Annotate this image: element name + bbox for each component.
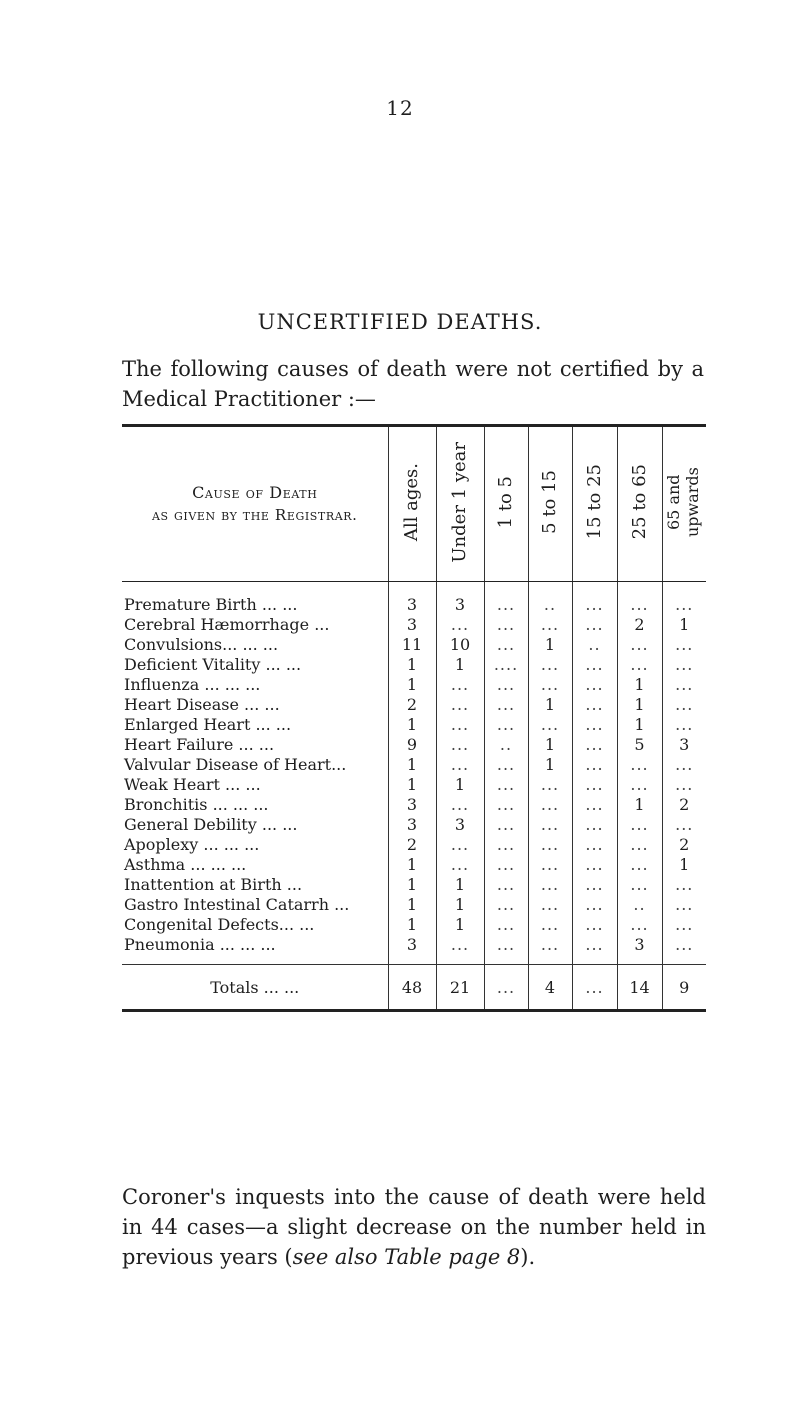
age-header-15-to-25: 15 to 25 [572, 426, 617, 582]
count-cell-1-to-5: .... [484, 654, 528, 674]
count-cell-1-to-5: ... [484, 614, 528, 634]
count-cell-5-to-15: ... [528, 774, 572, 794]
count-cell-under-1: 3 [436, 814, 484, 834]
cause-cell: Valvular Disease of Heart... [124, 754, 347, 774]
count-cell-all-ages: 1 [388, 674, 436, 694]
count-cell-65-upwards: ... [662, 814, 706, 834]
page-number: 12 [386, 96, 414, 120]
count-cell-5-to-15: 1 [528, 734, 572, 754]
count-cell-15-to-25: ... [572, 654, 617, 674]
count-cell-5-to-15: ... [528, 714, 572, 734]
count-cell-all-ages: 3 [388, 614, 436, 634]
count-cell-1-to-5: .. [484, 734, 528, 754]
count-cell-15-to-25: .. [572, 634, 617, 654]
count-cell-1-to-5: ... [484, 634, 528, 654]
count-cell-under-1: ... [436, 754, 484, 774]
cause-cell: Gastro Intestinal Catarrh ... [124, 894, 350, 914]
cause-cell: Apoplexy ... ... ... [124, 834, 260, 854]
table-row [122, 914, 706, 934]
count-cell-25-to-65: 1 [617, 694, 662, 714]
count-cell-all-ages: 1 [388, 914, 436, 934]
cause-column-header [122, 426, 388, 582]
count-cell-under-1: 1 [436, 894, 484, 914]
count-cell-25-to-65: 3 [617, 934, 662, 965]
total-5-to-15: 4 [528, 965, 572, 1011]
count-cell-under-1: 1 [436, 914, 484, 934]
count-cell-5-to-15: ... [528, 654, 572, 674]
count-cell-1-to-5: ... [484, 934, 528, 965]
count-cell-under-1: ... [436, 934, 484, 965]
table-row [122, 794, 706, 814]
count-cell-1-to-5: ... [484, 774, 528, 794]
cause-cell: Bronchitis ... ... ... [124, 794, 269, 814]
count-cell-15-to-25: ... [572, 774, 617, 794]
count-cell-all-ages: 2 [388, 834, 436, 854]
cause-cell: Weak Heart ... ... [124, 774, 261, 794]
uncertified-deaths-table [122, 424, 706, 1012]
age-header-65-upwards: 65 and upwards [662, 426, 706, 582]
count-cell-5-to-15: ... [528, 934, 572, 965]
count-cell-all-ages: 1 [388, 654, 436, 674]
count-cell-5-to-15: 1 [528, 694, 572, 714]
count-cell-under-1: ... [436, 694, 484, 714]
count-cell-65-upwards: ... [662, 774, 706, 794]
count-cell-65-upwards: ... [662, 634, 706, 654]
count-cell-5-to-15: 1 [528, 634, 572, 654]
count-cell-65-upwards: ... [662, 694, 706, 714]
count-cell-1-to-5: ... [484, 694, 528, 714]
count-cell-under-1: 1 [436, 654, 484, 674]
count-cell-under-1: ... [436, 674, 484, 694]
count-cell-5-to-15: ... [528, 854, 572, 874]
table-row [122, 674, 706, 694]
count-cell-1-to-5: ... [484, 754, 528, 774]
table-row [122, 694, 706, 714]
coroner-text: Coroner's inquests into the cause of death were held in 44 cases—a slight decrease on the number held in previous years ( [122, 1185, 706, 1269]
count-cell-under-1: ... [436, 734, 484, 754]
count-cell-5-to-15: ... [528, 814, 572, 834]
count-cell-all-ages: 9 [388, 734, 436, 754]
count-cell-under-1: 3 [436, 582, 484, 615]
cause-cell: Pneumonia ... ... ... [124, 934, 276, 954]
count-cell-25-to-65: ... [617, 874, 662, 894]
count-cell-1-to-5: ... [484, 674, 528, 694]
cause-cell: Convulsions... ... ... [124, 634, 279, 654]
age-header-1-to-5: 1 to 5 [484, 426, 528, 582]
coroner-inquests-paragraph [122, 1182, 706, 1272]
table-reference: see also Table page 8 [292, 1245, 521, 1269]
count-cell-15-to-25: ... [572, 854, 617, 874]
age-header-all-ages: All ages. [388, 426, 436, 582]
count-cell-25-to-65: ... [617, 774, 662, 794]
count-cell-5-to-15: ... [528, 914, 572, 934]
count-cell-all-ages: 2 [388, 694, 436, 714]
count-cell-25-to-65: 5 [617, 734, 662, 754]
count-cell-25-to-65: ... [617, 834, 662, 854]
count-cell-1-to-5: ... [484, 914, 528, 934]
count-cell-65-upwards: ... [662, 934, 706, 965]
age-header-under-1: Under 1 year [436, 426, 484, 582]
total-all-ages: 48 [388, 965, 436, 1011]
count-cell-all-ages: 1 [388, 894, 436, 914]
count-cell-65-upwards: 2 [662, 794, 706, 814]
total-1-to-5: ... [484, 965, 528, 1011]
cause-header-line1: Cause of Death [192, 483, 318, 502]
cause-cell: Cerebral Hæmorrhage ... [124, 614, 330, 634]
cause-cell: Heart Failure ... ... [124, 734, 275, 754]
totals-label: Totals ... ... [122, 965, 388, 1011]
count-cell-15-to-25: ... [572, 834, 617, 854]
table-row [122, 894, 706, 914]
count-cell-1-to-5: ... [484, 894, 528, 914]
table-row [122, 714, 706, 734]
count-cell-15-to-25: ... [572, 734, 617, 754]
count-cell-25-to-65: ... [617, 754, 662, 774]
count-cell-25-to-65: ... [617, 854, 662, 874]
table-row [122, 934, 706, 965]
table-body [122, 582, 706, 965]
count-cell-5-to-15: ... [528, 834, 572, 854]
count-cell-5-to-15: ... [528, 674, 572, 694]
count-cell-65-upwards: 1 [662, 614, 706, 634]
count-cell-all-ages: 1 [388, 874, 436, 894]
count-cell-1-to-5: ... [484, 834, 528, 854]
count-cell-1-to-5: ... [484, 814, 528, 834]
count-cell-65-upwards: ... [662, 674, 706, 694]
count-cell-all-ages: 1 [388, 854, 436, 874]
age-header-5-to-15: 5 to 15 [528, 426, 572, 582]
count-cell-under-1: ... [436, 794, 484, 814]
count-cell-15-to-25: ... [572, 934, 617, 965]
count-cell-65-upwards: ... [662, 654, 706, 674]
count-cell-65-upwards: ... [662, 582, 706, 615]
table-row [122, 734, 706, 754]
count-cell-65-upwards: 2 [662, 834, 706, 854]
count-cell-all-ages: 1 [388, 774, 436, 794]
table-row [122, 854, 706, 874]
count-cell-under-1: ... [436, 854, 484, 874]
count-cell-5-to-15: ... [528, 874, 572, 894]
count-cell-65-upwards: 1 [662, 854, 706, 874]
count-cell-1-to-5: ... [484, 714, 528, 734]
table-header-row [122, 426, 706, 582]
table-row [122, 582, 706, 615]
count-cell-under-1: ... [436, 834, 484, 854]
age-header-25-to-65: 25 to 65 [617, 426, 662, 582]
table-row [122, 654, 706, 674]
cause-cell: Inattention at Birth ... [124, 874, 303, 894]
cause-cell: Heart Disease ... ... [124, 694, 280, 714]
coroner-closing: ). [520, 1245, 536, 1269]
count-cell-1-to-5: ... [484, 854, 528, 874]
count-cell-25-to-65: .. [617, 894, 662, 914]
table-row [122, 834, 706, 854]
count-cell-25-to-65: ... [617, 654, 662, 674]
count-cell-under-1: ... [436, 614, 484, 634]
count-cell-15-to-25: ... [572, 614, 617, 634]
totals-row [122, 965, 706, 1011]
count-cell-25-to-65: ... [617, 914, 662, 934]
count-cell-15-to-25: ... [572, 814, 617, 834]
count-cell-15-to-25: ... [572, 894, 617, 914]
count-cell-under-1: ... [436, 714, 484, 734]
count-cell-all-ages: 3 [388, 794, 436, 814]
count-cell-15-to-25: ... [572, 794, 617, 814]
cause-cell: Congenital Defects... ... [124, 914, 315, 934]
count-cell-25-to-65: ... [617, 582, 662, 615]
count-cell-all-ages: 11 [388, 634, 436, 654]
count-cell-1-to-5: ... [484, 582, 528, 615]
count-cell-5-to-15: .. [528, 582, 572, 615]
count-cell-25-to-65: 1 [617, 674, 662, 694]
count-cell-65-upwards: 3 [662, 734, 706, 754]
table-row [122, 774, 706, 794]
cause-cell: Deficient Vitality ... ... [124, 654, 302, 674]
count-cell-25-to-65: 1 [617, 794, 662, 814]
count-cell-5-to-15: ... [528, 614, 572, 634]
count-cell-25-to-65: 1 [617, 714, 662, 734]
count-cell-5-to-15: ... [528, 894, 572, 914]
cause-header-line2: as given by the Registrar. [151, 506, 358, 524]
count-cell-25-to-65: ... [617, 634, 662, 654]
table-row [122, 814, 706, 834]
count-cell-all-ages: 1 [388, 754, 436, 774]
count-cell-15-to-25: ... [572, 582, 617, 615]
count-cell-5-to-15: ... [528, 794, 572, 814]
count-cell-all-ages: 3 [388, 934, 436, 965]
table-row [122, 634, 706, 654]
count-cell-15-to-25: ... [572, 754, 617, 774]
count-cell-5-to-15: 1 [528, 754, 572, 774]
count-cell-65-upwards: ... [662, 874, 706, 894]
cause-cell: General Debility ... ... [124, 814, 298, 834]
count-cell-1-to-5: ... [484, 874, 528, 894]
cause-cell: Premature Birth ... ... [124, 594, 298, 614]
deaths-table [122, 424, 706, 1012]
table-row [122, 614, 706, 634]
count-cell-1-to-5: ... [484, 794, 528, 814]
count-cell-15-to-25: ... [572, 714, 617, 734]
count-cell-under-1: 1 [436, 774, 484, 794]
section-heading: UNCERTIFIED DEATHS. [257, 310, 543, 334]
total-25-to-65: 14 [617, 965, 662, 1011]
cause-cell: Influenza ... ... ... [124, 674, 261, 694]
count-cell-under-1: 10 [436, 634, 484, 654]
count-cell-65-upwards: ... [662, 714, 706, 734]
table-row [122, 874, 706, 894]
count-cell-65-upwards: ... [662, 754, 706, 774]
total-65-upwards: 9 [662, 965, 706, 1011]
table-row [122, 754, 706, 774]
cause-cell: Enlarged Heart ... ... [124, 714, 292, 734]
count-cell-25-to-65: 2 [617, 614, 662, 634]
count-cell-65-upwards: ... [662, 914, 706, 934]
count-cell-all-ages: 1 [388, 714, 436, 734]
count-cell-all-ages: 3 [388, 814, 436, 834]
count-cell-15-to-25: ... [572, 694, 617, 714]
total-15-to-25: ... [572, 965, 617, 1011]
intro-paragraph: The following causes of death were not certified by a Medical Practitioner :— [122, 357, 704, 411]
count-cell-15-to-25: ... [572, 874, 617, 894]
total-under-1: 21 [436, 965, 484, 1011]
count-cell-25-to-65: ... [617, 814, 662, 834]
count-cell-under-1: 1 [436, 874, 484, 894]
cause-cell: Asthma ... ... ... [124, 854, 247, 874]
count-cell-65-upwards: ... [662, 894, 706, 914]
count-cell-all-ages: 3 [388, 582, 436, 615]
count-cell-15-to-25: ... [572, 674, 617, 694]
count-cell-15-to-25: ... [572, 914, 617, 934]
